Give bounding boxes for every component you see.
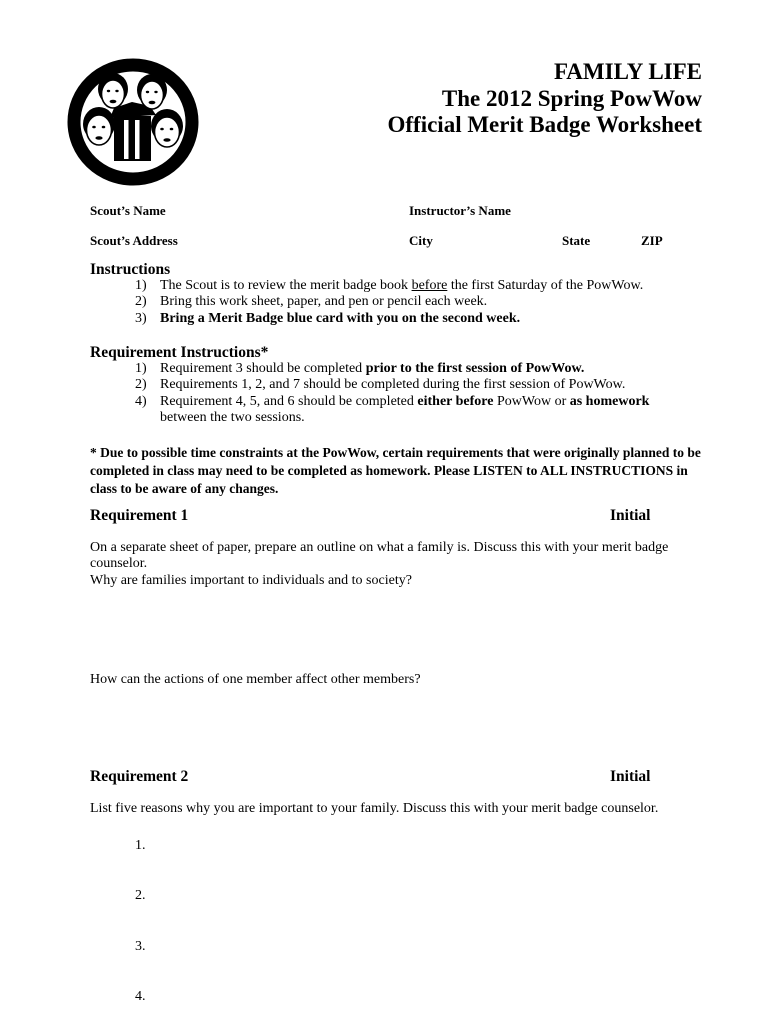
item-text: Requirements 1, 2, and 7 should be completed during the first session of PowWow.: [160, 377, 626, 393]
instruction-item-1: [90, 278, 730, 294]
instruction-item-3: [90, 311, 730, 327]
answer-list-number-4: 4.: [135, 989, 146, 1004]
state-label: State: [562, 233, 591, 248]
requirement-2-body: List five reasons why you are important to your family. Discuss this with your merit badge counselor.: [90, 801, 659, 816]
item-text-bold: prior to the first session of PowWow.: [365, 361, 585, 376]
scout-address-label: Scout’s Address: [90, 233, 178, 248]
title-line-3: Official Merit Badge Worksheet: [387, 112, 702, 137]
requirement-2-heading: Requirement 2: [90, 768, 189, 785]
requirement-1-question-1: Why are families important to individuals and to society?: [90, 572, 412, 588]
req-instruction-item-1: [90, 361, 730, 377]
title-line-2: The 2012 Spring PowWow: [441, 85, 702, 111]
req-instruction-item-4: [90, 394, 730, 410]
item-text: Requirement 4, 5, and 6 should be completed: [160, 393, 418, 409]
note-line-1: * Due to possible time constraints at the PowWow, certain requirements that were originally planned to be: [90, 445, 701, 460]
instruction-item-2: [90, 294, 730, 310]
logo-pillar-icon: [110, 102, 156, 161]
requirement-1-line-1: On a separate sheet of paper, prepare an outline on what a family is. Discuss this with your merit badge: [90, 540, 669, 555]
zip-label: ZIP: [641, 233, 663, 248]
instructor-name-label: Instructor’s Name: [409, 203, 511, 218]
item-number: 1): [135, 361, 147, 376]
item-text-bold: as homework: [569, 393, 650, 409]
requirement-1-question-2: How can the actions of one member affect other members?: [90, 672, 421, 687]
item-text: The Scout is to review the merit badge book: [160, 278, 412, 293]
instructions-section: [90, 261, 730, 327]
document-title: [388, 59, 703, 139]
item-text: between the two sessions.: [160, 410, 305, 426]
requirement-instructions-heading: Requirement Instructions*: [90, 344, 269, 361]
item-text-bold: Bring a Merit Badge blue card with you on the second week.: [160, 310, 521, 326]
title-line-1: FAMILY LIFE: [553, 59, 702, 84]
item-text-underlined: before: [411, 278, 448, 293]
req-instruction-item-2: [90, 377, 730, 393]
city-label: City: [409, 233, 433, 248]
time-constraints-note: [90, 444, 740, 498]
requirement-1-initial-label: Initial: [610, 507, 651, 524]
requirement-instructions-section: [90, 344, 730, 427]
answer-list-number-1: 1.: [135, 838, 146, 853]
scout-name-label: Scout’s Name: [90, 203, 166, 218]
item-text: Bring this work sheet, paper, and pen or pencil each week.: [160, 294, 488, 310]
item-number: 4): [135, 393, 147, 409]
family-life-badge-logo: [66, 58, 200, 190]
item-text-bold: either before: [417, 393, 494, 409]
item-number: 2): [135, 294, 147, 310]
req-instruction-item-4-continuation: [90, 410, 730, 426]
requirement-1-body: [90, 540, 740, 589]
answer-list-number-3: 3.: [135, 939, 146, 954]
note-line-2: completed in class may need to be completed as homework. Please LISTEN to ALL INSTRUCTIONS in: [90, 463, 688, 478]
requirement-1-heading: Requirement 1: [90, 507, 189, 524]
item-text: PowWow or: [493, 393, 570, 409]
instructions-heading: Instructions: [90, 261, 171, 278]
item-text: the first Saturday of the PowWow.: [447, 278, 644, 293]
item-number: 1): [135, 278, 147, 293]
requirement-2-initial-label: Initial: [610, 768, 651, 785]
answer-list-number-2: 2.: [135, 888, 146, 903]
requirement-1-line-2: counselor.: [90, 556, 148, 572]
item-text: Requirement 3 should be completed: [160, 361, 366, 376]
family-life-badge-icon: [66, 58, 200, 190]
item-number: 2): [135, 377, 147, 393]
note-line-3: class to be aware of any changes.: [90, 481, 279, 496]
item-number: 3): [135, 310, 147, 326]
